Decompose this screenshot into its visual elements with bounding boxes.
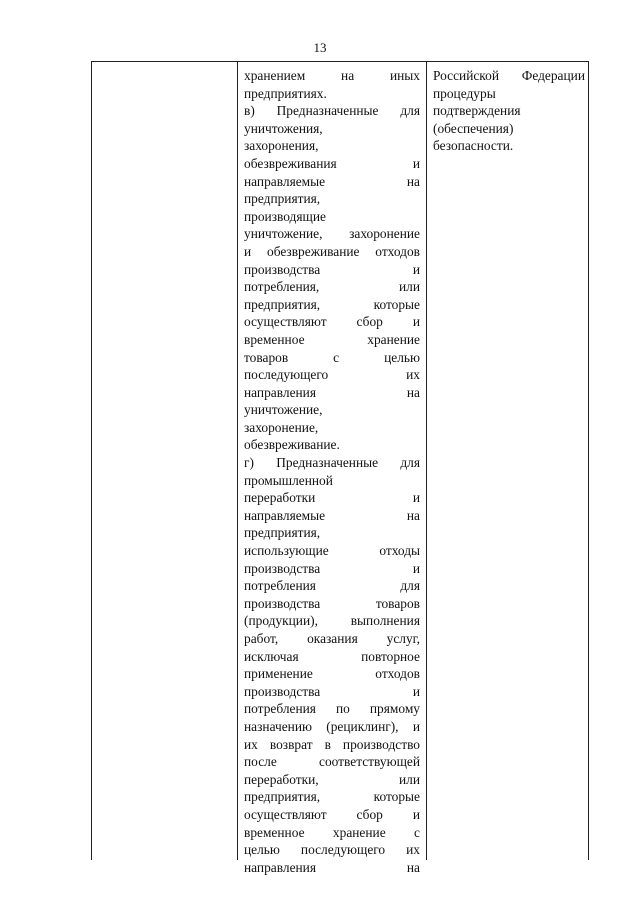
middle-column-line: хранением на иных — [244, 68, 420, 83]
middle-column-line: направляемые на — [244, 173, 420, 189]
middle-column-line: временное хранение — [244, 331, 420, 347]
middle-column-line: предприятия, — [244, 191, 321, 207]
middle-column-line: захоронения, — [244, 138, 319, 154]
middle-column-line: предприятия, — [244, 525, 321, 541]
right-column-line: (обеспечения) — [433, 120, 514, 136]
middle-column-line: уничтожение, — [244, 402, 323, 418]
middle-column-line: предприятиях. — [244, 85, 327, 101]
middle-column-line: промышленной — [244, 472, 333, 488]
table-column-middle — [237, 62, 427, 875]
middle-column-line: товаров с целью — [244, 349, 420, 365]
middle-column-line: захоронение, — [244, 419, 319, 435]
middle-column-line: переработки, или — [244, 771, 420, 787]
middle-column-line: производящие — [244, 208, 326, 224]
table-column-left-empty — [92, 62, 237, 860]
middle-column-line: обезвреживание. — [244, 437, 340, 453]
middle-column-line: работ, оказания услуг, — [244, 631, 420, 646]
right-column-line: подтверждения — [433, 103, 521, 119]
middle-column-line: уничтожения, — [244, 120, 323, 136]
middle-column-line: использующие отходы — [244, 543, 420, 559]
middle-column-line: потребления для — [244, 578, 420, 594]
middle-column-line: после соответствующей — [244, 754, 420, 770]
middle-column-line: осуществляют сбор и — [244, 314, 420, 330]
middle-column-line: уничтожение, захоронение — [244, 226, 420, 242]
middle-column-line: последующего их — [244, 367, 420, 383]
middle-column-line: производства и — [244, 683, 420, 699]
middle-column-line: в) Предназначенные для — [244, 103, 420, 119]
middle-column-line: осуществляют сбор и — [244, 806, 420, 822]
document-table — [91, 61, 589, 875]
middle-column-line: направления на — [244, 859, 420, 875]
middle-column-line: и обезвреживание отходов — [244, 243, 420, 259]
middle-column-line: потребления, или — [244, 279, 420, 295]
right-column-line: безопасности. — [433, 138, 514, 154]
middle-column-line: предприятия, которые — [244, 789, 420, 805]
middle-column-line: направления на — [244, 384, 420, 400]
page-number: 13 — [313, 40, 327, 55]
middle-column-line: направляемые на — [244, 507, 420, 523]
table-column-right — [427, 62, 589, 860]
middle-column-line: назначению (рециклинг), и — [244, 718, 420, 734]
middle-column-line: обезвреживания и — [244, 155, 420, 171]
middle-column-line: потребления по прямому — [244, 701, 420, 717]
middle-column-line: производства товаров — [244, 595, 420, 611]
middle-column-line: предприятия, которые — [244, 296, 420, 312]
middle-column-line: (продукции), выполнения — [244, 613, 420, 629]
middle-column-line: их возврат в производство — [244, 736, 420, 752]
right-column-line: Российской Федерации — [433, 68, 585, 83]
middle-column-line: целью последующего их — [244, 842, 420, 858]
middle-column-line: переработки и — [244, 490, 420, 506]
middle-column-line: временное хранение с — [244, 824, 420, 840]
right-column-line: процедуры — [433, 85, 496, 101]
middle-column-line: применение отходов — [244, 666, 420, 682]
middle-column-line: исключая повторное — [244, 648, 420, 664]
middle-column-line: производства и — [244, 261, 420, 277]
middle-column-line: производства и — [244, 560, 420, 576]
middle-column-line: г) Предназначенные для — [244, 455, 420, 471]
